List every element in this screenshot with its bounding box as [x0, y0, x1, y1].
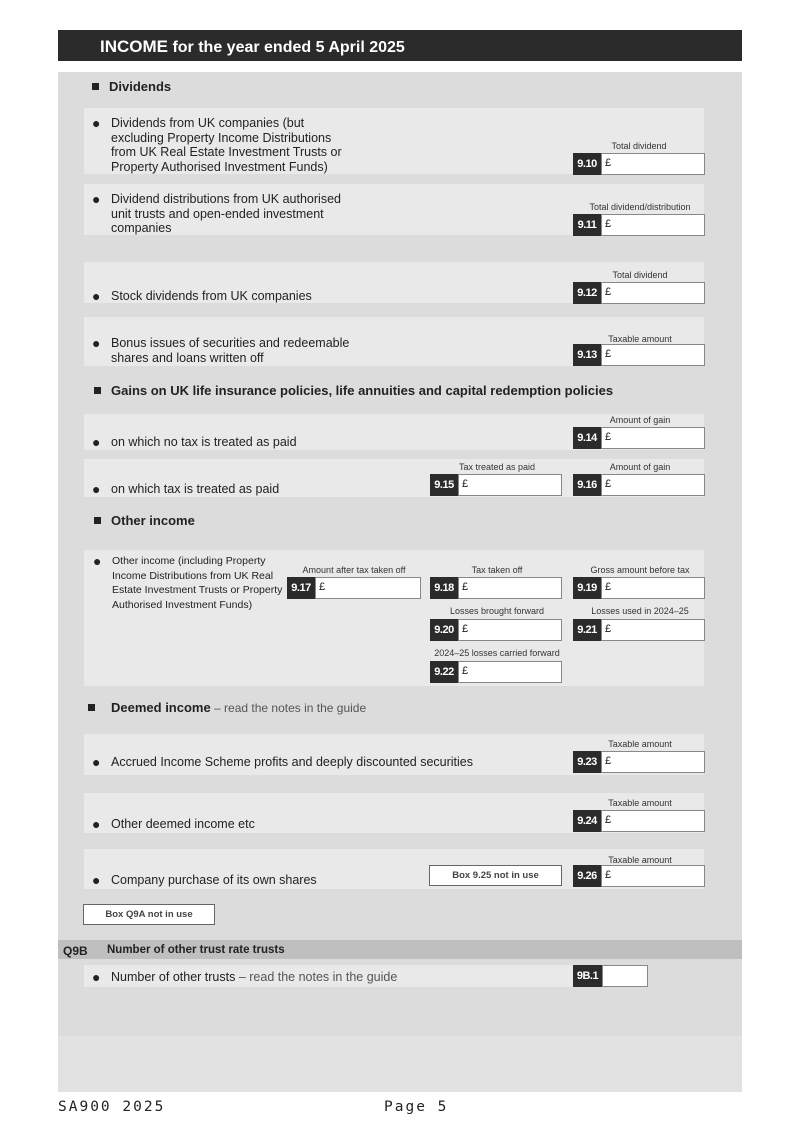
box-caption: Amount of gain [609, 462, 671, 472]
bonus-issues-label: ● Bonus issues of securities and redeemable shares and loans written off [92, 335, 350, 365]
stock-dividends-label: ● Stock dividends from UK companies [92, 288, 312, 304]
bullet-icon: ● [92, 288, 101, 304]
pound-sign: £ [605, 755, 612, 767]
dividends-uk-companies-label: ● Dividends from UK companies (but excluding Property Income Distributions from UK Real Estate Investment Trusts or Property Authorised Investment Funds) [92, 115, 342, 174]
bonus-taxable-amount-input[interactable] [601, 344, 705, 366]
total-dividend-input[interactable] [601, 153, 705, 175]
box-number: 9B.1 [573, 965, 602, 987]
other-deemed-income-input[interactable] [601, 810, 705, 832]
box-9-16 [573, 474, 705, 496]
box-number: 9.23 [573, 751, 601, 773]
pound-sign: £ [462, 623, 469, 635]
box-9-14 [573, 427, 705, 449]
section-title: INCOME for the year ended 5 April 2025 [100, 37, 405, 56]
q9b-code: Q9B [63, 944, 88, 958]
losses-brought-forward-input[interactable] [458, 619, 562, 641]
box-caption: Tax treated as paid [458, 462, 536, 472]
box-number: 9.26 [573, 865, 601, 887]
pound-sign: £ [462, 581, 469, 593]
box-caption: Amount of gain [609, 415, 671, 425]
box-9-17 [287, 577, 421, 599]
box-caption: 2024–25 losses carried forward [434, 648, 560, 658]
other-income-heading: Other income [94, 513, 195, 528]
bullet-icon: ● [92, 481, 101, 497]
gains-tax-paid-label: ● on which tax is treated as paid [92, 481, 280, 497]
box-number: 9.19 [573, 577, 601, 599]
box-caption: Taxable amount [608, 798, 672, 808]
section-header [58, 30, 742, 61]
total-dividend-distribution-input[interactable] [601, 214, 705, 236]
bullet-icon: ● [92, 434, 101, 450]
box-9-26 [573, 865, 705, 887]
bullet-icon: ● [93, 553, 102, 569]
box-caption: Losses used in 2024–25 [591, 606, 689, 616]
pound-sign: £ [605, 286, 612, 298]
bullet-icon: ● [92, 872, 101, 888]
box-number: 9.16 [573, 474, 601, 496]
box-caption: Taxable amount [608, 334, 672, 344]
box-number: 9.15 [430, 474, 458, 496]
box-number: 9.14 [573, 427, 601, 449]
gains-heading: Gains on UK life insurance policies, life annuities and capital redemption policies [94, 383, 613, 398]
pound-sign: £ [319, 581, 326, 593]
tax-taken-off-input[interactable] [458, 577, 562, 599]
box-9-24 [573, 810, 705, 832]
dividends-unit-trusts-label: ● Dividend distributions from UK authorised unit trusts and open-ended investment companies [92, 191, 341, 235]
company-purchase-label: ● Company purchase of its own shares [92, 872, 317, 888]
bullet-icon: ● [92, 115, 101, 131]
other-income-label: ● Other income (including Property Income Distributions from UK Real Estate Investment Trusts or Property Authorised Investment Funds) [93, 553, 283, 611]
box-9-22 [430, 661, 562, 683]
q9b-heading-bar [58, 940, 742, 959]
amount-after-tax-input[interactable] [315, 577, 421, 599]
pound-sign: £ [605, 218, 612, 230]
box-caption: Taxable amount [608, 739, 672, 749]
bullet-icon: ● [92, 335, 101, 351]
box-9-10 [573, 153, 705, 175]
losses-used-input[interactable] [601, 619, 705, 641]
pound-sign: £ [605, 814, 612, 826]
number-of-trusts-label: ● Number of other trusts – read the notes in the guide [92, 969, 398, 985]
losses-carried-forward-input[interactable] [458, 661, 562, 683]
box-caption: Gross amount before tax [590, 565, 690, 575]
box-9-19 [573, 577, 705, 599]
box-9-15 [430, 474, 562, 496]
box-caption: Total dividend [612, 270, 668, 280]
box-9-12 [573, 282, 705, 304]
stock-dividend-input[interactable] [601, 282, 705, 304]
box-number: 9.18 [430, 577, 458, 599]
box-number: 9.10 [573, 153, 601, 175]
square-bullet-icon [94, 387, 101, 394]
box-number: 9.21 [573, 619, 601, 641]
box-number: 9.13 [573, 344, 601, 366]
gains-no-tax-label: ● on which no tax is treated as paid [92, 434, 297, 450]
box-caption: Amount after tax taken off [302, 565, 406, 575]
accrued-income-label: ● Accrued Income Scheme profits and deeply discounted securities [92, 754, 473, 770]
q9b-heading: Number of other trust rate trusts [107, 944, 285, 956]
box-caption: Tax taken off [471, 565, 523, 575]
box-number: 9.20 [430, 619, 458, 641]
bullet-icon: ● [92, 816, 101, 832]
bullet-icon: ● [92, 969, 101, 985]
gross-amount-input[interactable] [601, 577, 705, 599]
pound-sign: £ [605, 581, 612, 593]
box-9-11 [573, 214, 705, 236]
box-q9a-not-in-use: Box Q9A not in use [83, 904, 215, 925]
pound-sign: £ [462, 478, 469, 490]
form-code: SA900 2025 [58, 1099, 166, 1115]
pound-sign: £ [605, 478, 612, 490]
dividends-heading: Dividends [92, 79, 171, 94]
gain-tax-paid-input[interactable] [601, 474, 705, 496]
pound-sign: £ [605, 869, 612, 881]
box-9b-1 [573, 965, 648, 987]
square-bullet-icon [88, 704, 95, 711]
box-caption: Taxable amount [608, 855, 672, 865]
tax-treated-as-paid-input[interactable] [458, 474, 562, 496]
pound-sign: £ [605, 623, 612, 635]
pound-sign: £ [605, 157, 612, 169]
box-9-20 [430, 619, 562, 641]
pound-sign: £ [462, 665, 469, 677]
number-of-trusts-input[interactable] [602, 965, 648, 987]
bottom-strip [58, 1036, 742, 1092]
pound-sign: £ [605, 431, 612, 443]
other-deemed-income-label: ● Other deemed income etc [92, 816, 255, 832]
box-9-25-not-in-use: Box 9.25 not in use [429, 865, 562, 886]
page-number: Page 5 [384, 1099, 449, 1115]
bullet-icon: ● [92, 754, 101, 770]
box-number: 9.12 [573, 282, 601, 304]
box-9-13 [573, 344, 705, 366]
square-bullet-icon [94, 517, 101, 524]
box-9-18 [430, 577, 562, 599]
company-purchase-input[interactable] [601, 865, 705, 887]
box-number: 9.17 [287, 577, 315, 599]
box-number: 9.24 [573, 810, 601, 832]
box-number: 9.22 [430, 661, 458, 683]
gain-no-tax-input[interactable] [601, 427, 705, 449]
box-caption: Total dividend/distribution [589, 202, 691, 212]
box-caption: Losses brought forward [449, 606, 545, 616]
bullet-icon: ● [92, 191, 101, 207]
box-caption: Total dividend [611, 141, 667, 151]
pound-sign: £ [605, 348, 612, 360]
accrued-income-input[interactable] [601, 751, 705, 773]
box-number: 9.11 [573, 214, 601, 236]
deemed-income-heading: Deemed income – read the notes in the guide [88, 700, 366, 715]
box-9-21 [573, 619, 705, 641]
box-9-23 [573, 751, 705, 773]
square-bullet-icon [92, 83, 99, 90]
